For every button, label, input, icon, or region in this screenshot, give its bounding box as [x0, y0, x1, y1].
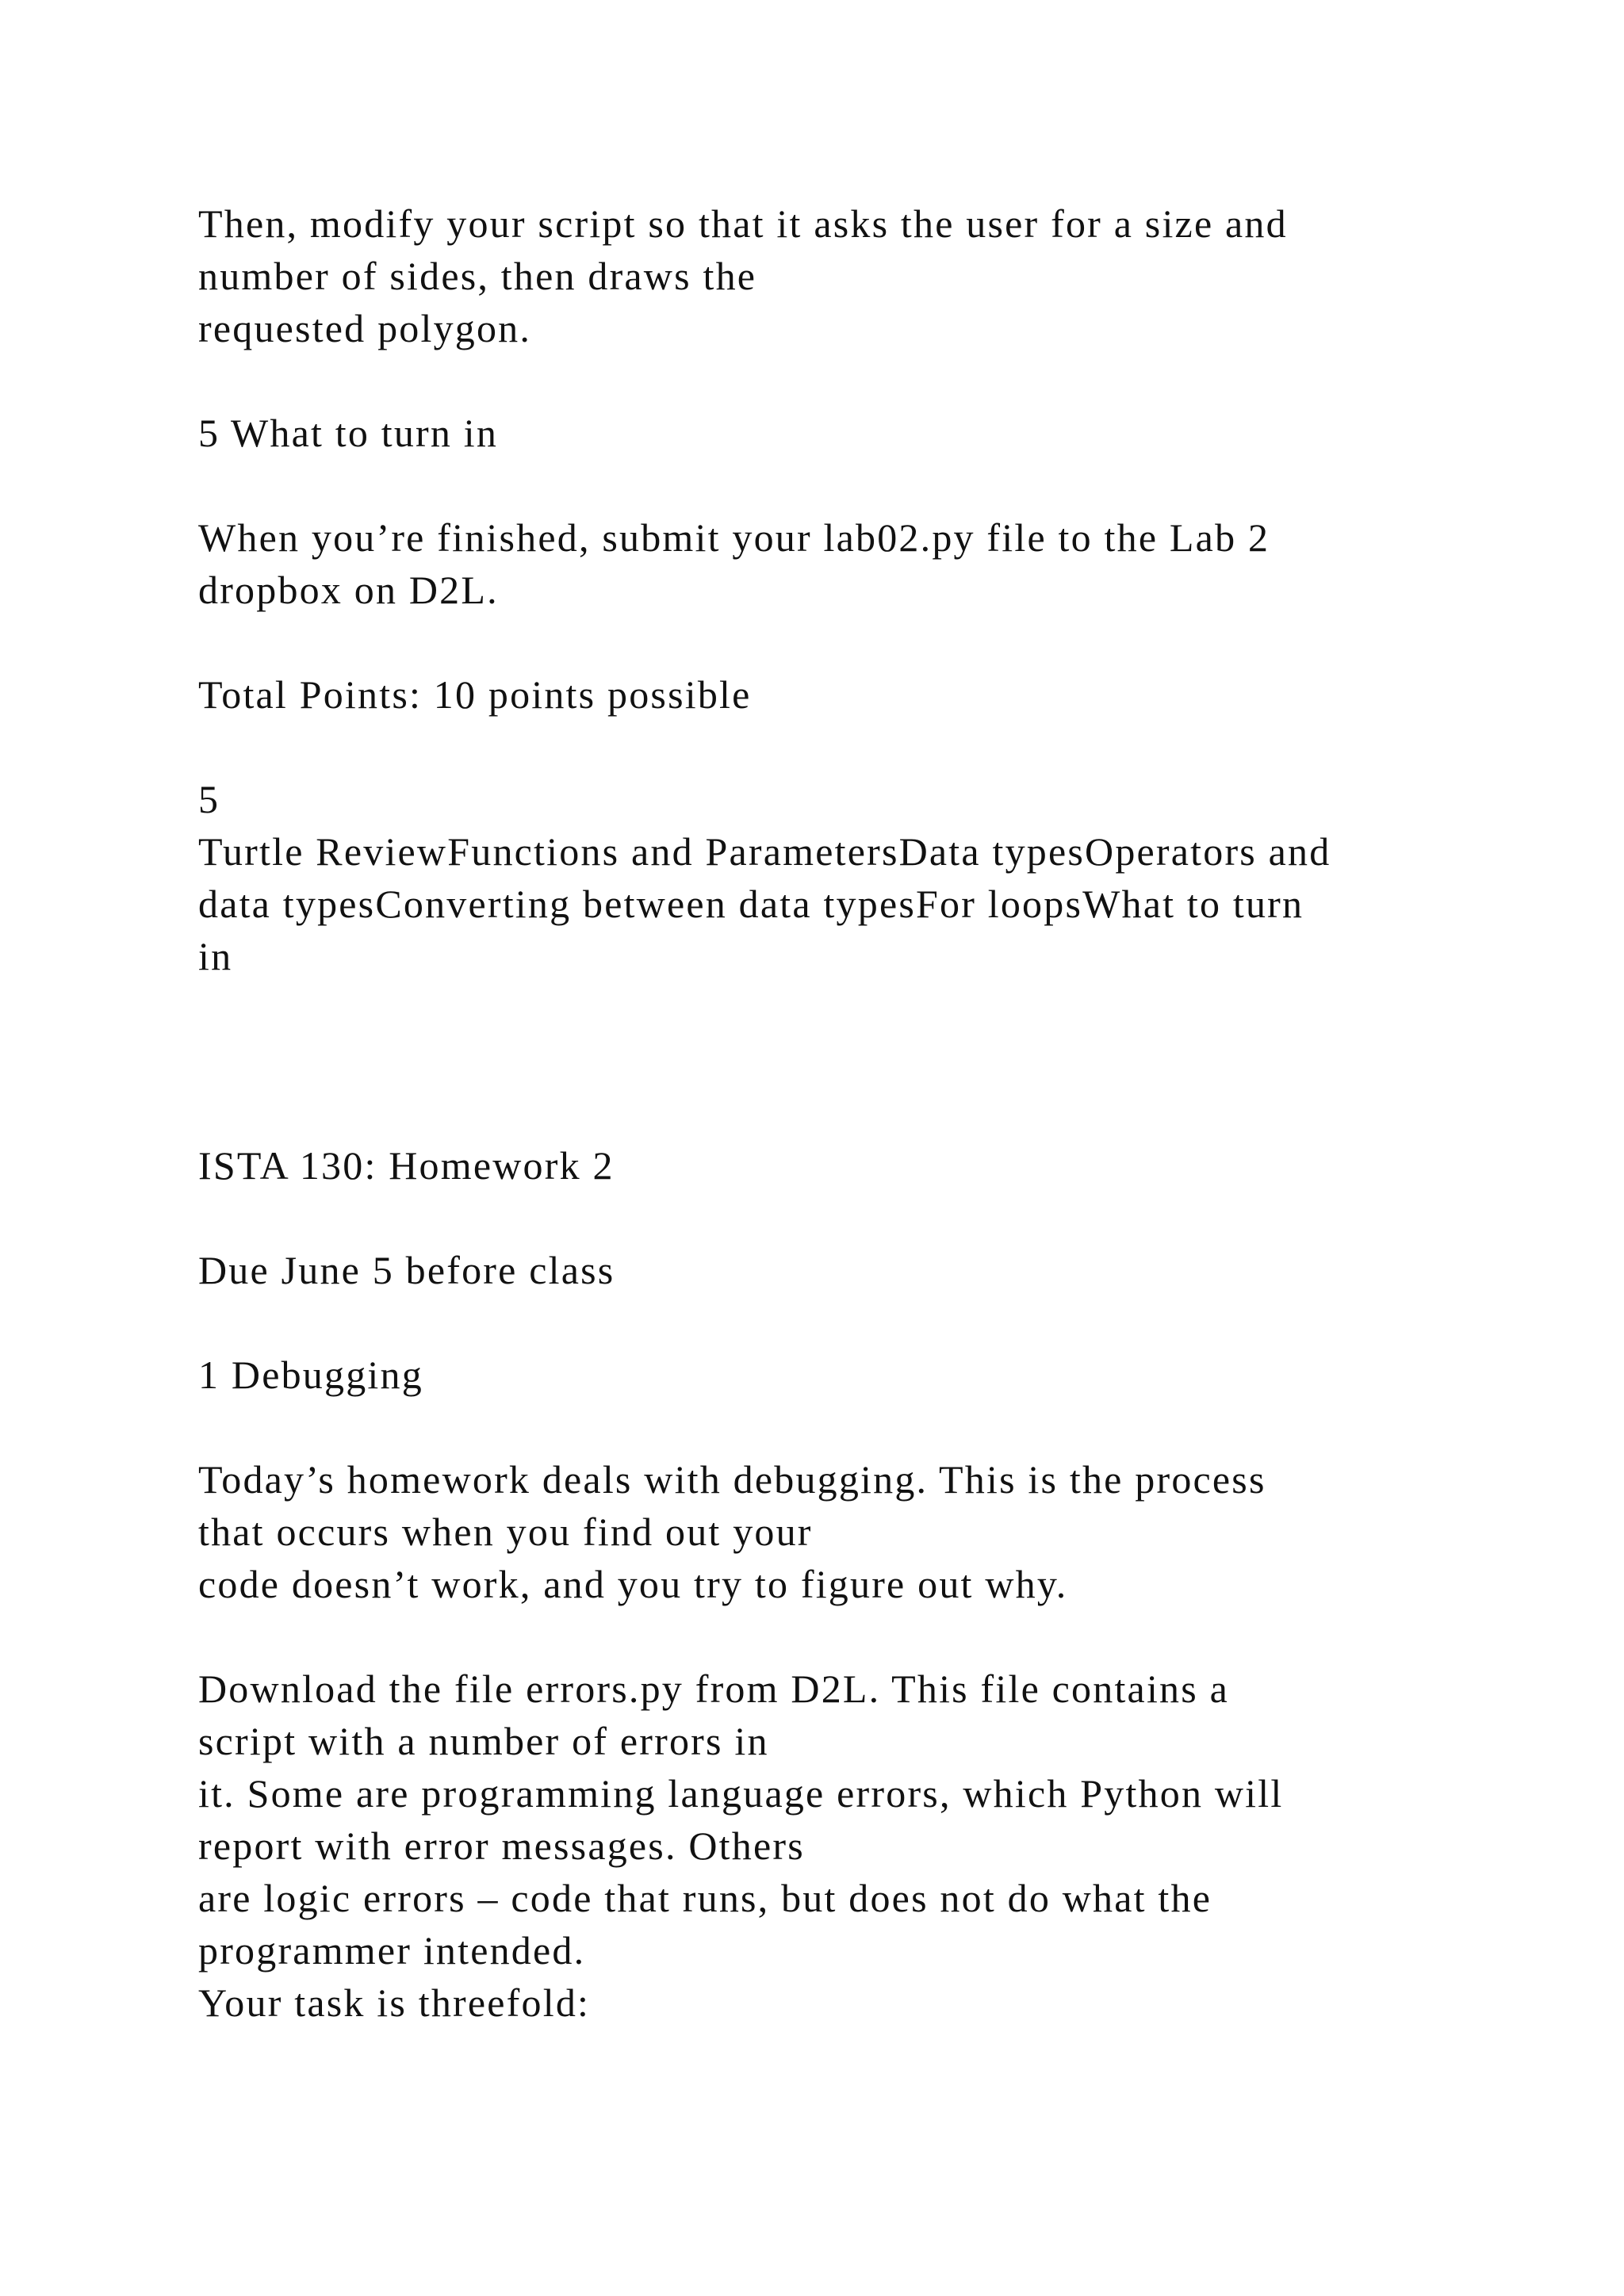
section-heading: 1 Debugging	[198, 1353, 423, 1397]
text-line: When you’re finished, submit your lab02.py file to the Lab 2	[198, 515, 1270, 560]
text-line: Then, modify your script so that it asks the user for a size and	[198, 201, 1288, 246]
text-line: data typesConverting between data typesFor loopsWhat to turn	[198, 882, 1304, 926]
text-line: requested polygon.	[198, 306, 532, 350]
text-line: Total Points: 10 points possible	[198, 672, 752, 717]
text-line: script with a number of errors in	[198, 1719, 769, 1763]
due-date: Due June 5 before class	[198, 1248, 615, 1292]
document-title: ISTA 130: Homework 2	[198, 1143, 615, 1188]
text-line: report with error messages. Others	[198, 1823, 805, 1868]
text-line: Turtle ReviewFunctions and ParametersData typesOperators and	[198, 829, 1331, 874]
page-number: 5	[198, 777, 220, 821]
text-line: programmer intended.	[198, 1928, 586, 1973]
text-line: Today’s homework deals with debugging. This is the process	[198, 1457, 1266, 1502]
text-line: dropbox on D2L.	[198, 568, 499, 612]
text-line: Your task is threefold:	[198, 1980, 591, 2025]
text-line: number of sides, then draws the	[198, 254, 757, 298]
text-line: are logic errors – code that runs, but does not do what the	[198, 1876, 1212, 1920]
section-heading: 5 What to turn in	[198, 411, 499, 455]
text-line: code doesn’t work, and you try to figure out why.	[198, 1562, 1068, 1606]
text-line: Download the file errors.py from D2L. This file contains a	[198, 1667, 1229, 1711]
text-line: in	[198, 934, 233, 978]
text-line: that occurs when you find out your	[198, 1510, 813, 1554]
text-line: it. Some are programming language errors, which Python will	[198, 1771, 1284, 1816]
